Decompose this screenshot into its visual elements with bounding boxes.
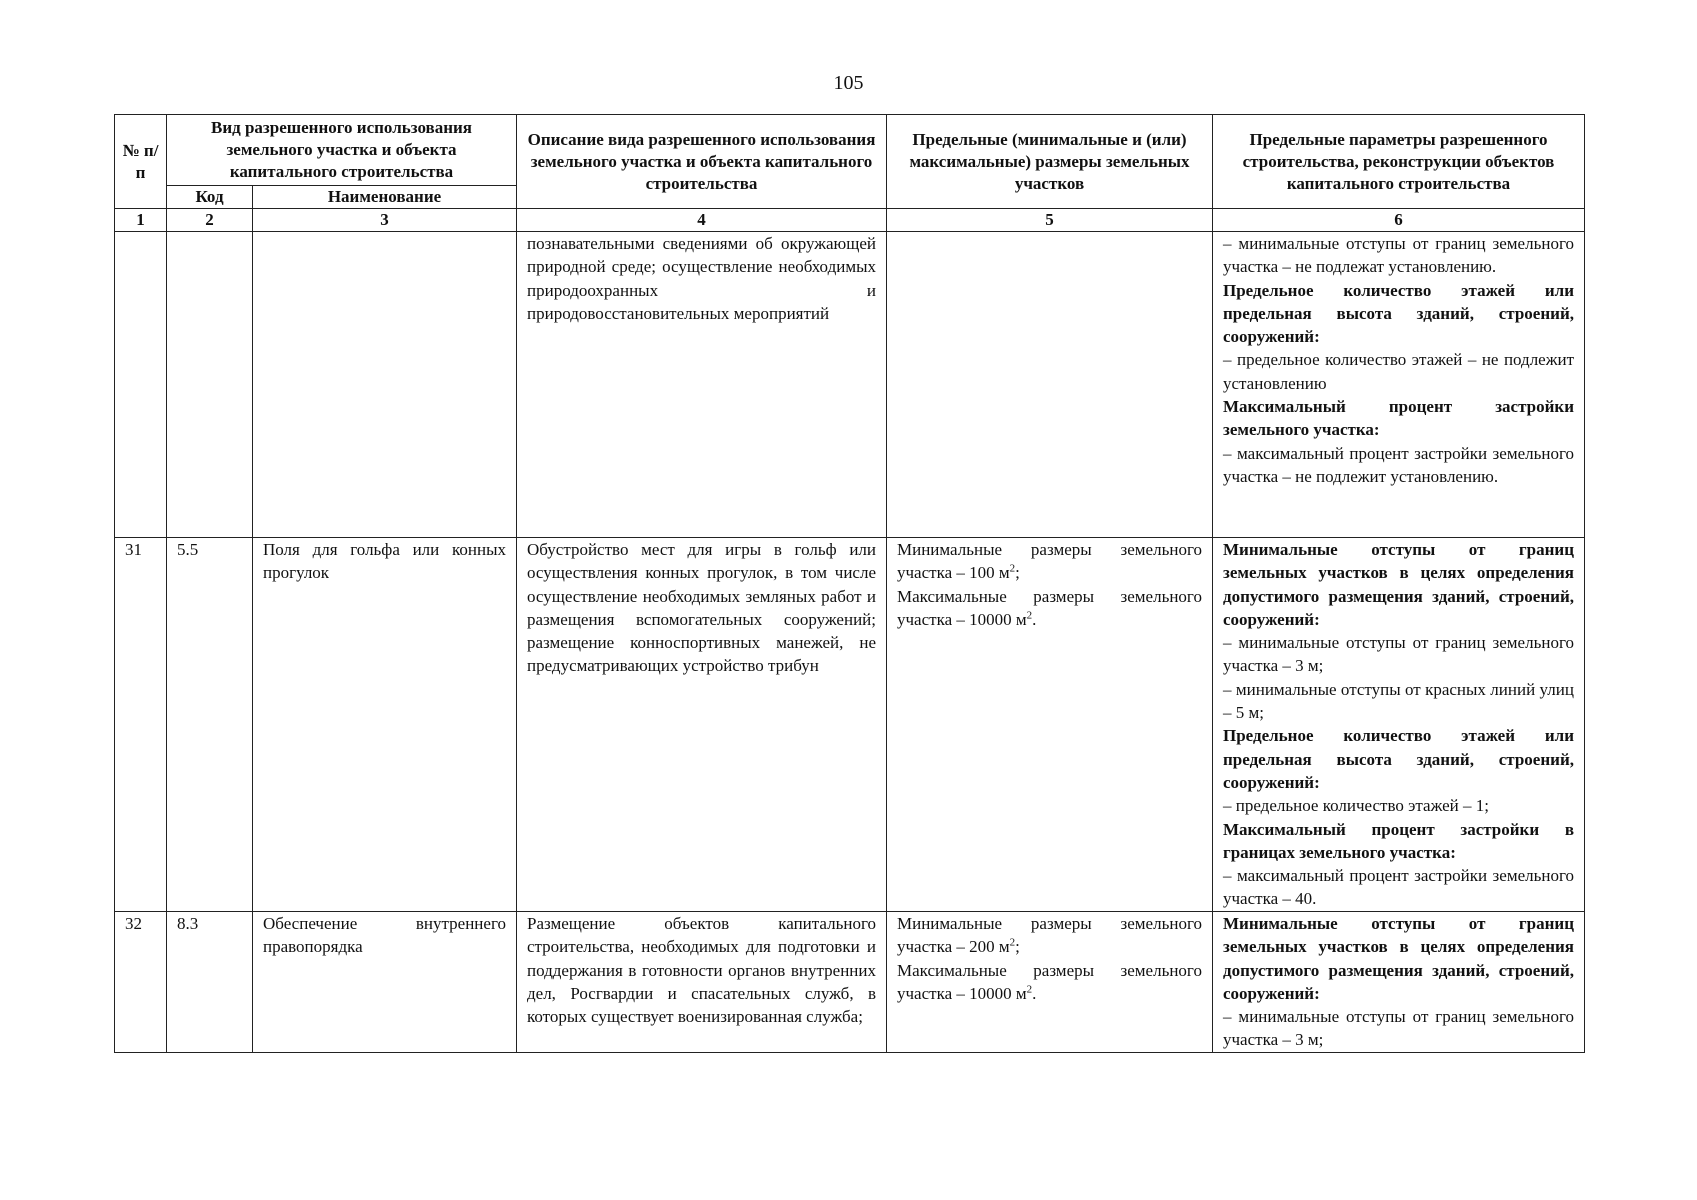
column-number: 2 (167, 209, 253, 232)
size-line: Минимальные размеры земельного участка – 100 $м^2$; (897, 540, 1202, 583)
header-params: Предельные параметры разрешенного строительства, реконструкции объектов капитального строительства (1213, 115, 1585, 209)
land-use-table (114, 114, 1585, 1053)
column-number: 4 (517, 209, 887, 232)
page-number: 105 (833, 72, 864, 94)
row-params (1213, 912, 1585, 1053)
size-line: Минимальные размеры земельного участка – 200 $м^2$; (897, 914, 1202, 957)
row-sizes (887, 912, 1213, 1053)
param-heading: Максимальный процент застройки в границах земельного участка: (1223, 819, 1574, 862)
size-line: Максимальные размеры земельного участка – 10000 $м^2$. (897, 586, 1202, 629)
param-heading: Предельное количество этажей или предельная высота зданий, строений, сооружений: (1223, 726, 1574, 792)
row-description: познавательными сведениями об окружающей природной среде; осуществление необходимых природоохранных и природовосстановительных мероприятий (517, 232, 887, 538)
param-item: – минимальные отступы от границ земельного участка – 3 м; (1223, 1007, 1574, 1050)
row-code: 8.3 (167, 912, 253, 1053)
table-row (115, 912, 1585, 1053)
param-item: – максимальный процент застройки земельного участка – не подлежит установлению. (1223, 443, 1574, 486)
table-row (115, 538, 1585, 912)
header-code: Код (167, 186, 253, 209)
row-params (1213, 232, 1585, 538)
param-item: – предельное количество этажей – не подлежит установлению (1223, 350, 1574, 393)
row-code: 5.5 (167, 538, 253, 912)
header-sizes: Предельные (минимальные и (или) максимальные) размеры земельных участков (887, 115, 1213, 209)
param-item: – минимальные отступы от границ земельного участка – 3 м; (1223, 633, 1574, 676)
param-heading: Максимальный процент застройки земельного участка: (1223, 397, 1574, 440)
column-numbers-row (115, 209, 1585, 232)
row-number: 32 (115, 912, 167, 1053)
row-name: Поля для гольфа или конных прогулок (253, 538, 517, 912)
row-name: Обеспечение внутреннего правопорядка (253, 912, 517, 1053)
column-number: 6 (1213, 209, 1585, 232)
header-vid: Вид разрешенного использования земельного участка и объекта капитального строительства (167, 115, 517, 186)
row-description: Обустройство мест для игры в гольф или осуществления конных прогулок, в том числе осуществление необходимых земляных работ и размещения вспомогательных сооружений; размещение конноспортивных манежей, не предусматривающих устройство трибун (517, 538, 887, 912)
row-number (115, 232, 167, 538)
param-heading: Минимальные отступы от границ земельных участков в целях определения допустимого размещения зданий, строений, сооружений: (1223, 914, 1574, 1003)
param-item: – минимальные отступы от границ земельного участка – не подлежат установлению. (1223, 234, 1574, 277)
column-number: 1 (115, 209, 167, 232)
param-heading: Минимальные отступы от границ земельных участков в целях определения допустимого размещения зданий, строений, сооружений: (1223, 540, 1574, 629)
row-code (167, 232, 253, 538)
row-sizes (887, 232, 1213, 538)
table-row (115, 232, 1585, 538)
column-number: 3 (253, 209, 517, 232)
column-number: 5 (887, 209, 1213, 232)
header-num: № п/п (115, 115, 167, 209)
param-heading: Предельное количество этажей или предельная высота зданий, строений, сооружений: (1223, 280, 1574, 347)
row-params (1213, 538, 1585, 912)
param-item: – минимальные отступы от красных линий улиц – 5 м; (1223, 679, 1574, 723)
row-name (253, 232, 517, 538)
size-line: Максимальные размеры земельного участка – 10000 $м^2$. (897, 960, 1202, 1003)
row-sizes (887, 538, 1213, 912)
row-number: 31 (115, 538, 167, 912)
header-description: Описание вида разрешенного использования земельного участка и объекта капитального строительства (517, 115, 887, 209)
row-description: Размещение объектов капитального строительства, необходимых для подготовки и поддержания в готовности органов внутренних дел, Росгвардии и спасательных служб, в которых существует военизированная служба; (517, 912, 887, 1053)
header-name: Наименование (253, 186, 517, 209)
param-item: – максимальный процент застройки земельного участка – 40. (1223, 866, 1574, 909)
param-item: – предельное количество этажей – 1; (1223, 796, 1489, 816)
